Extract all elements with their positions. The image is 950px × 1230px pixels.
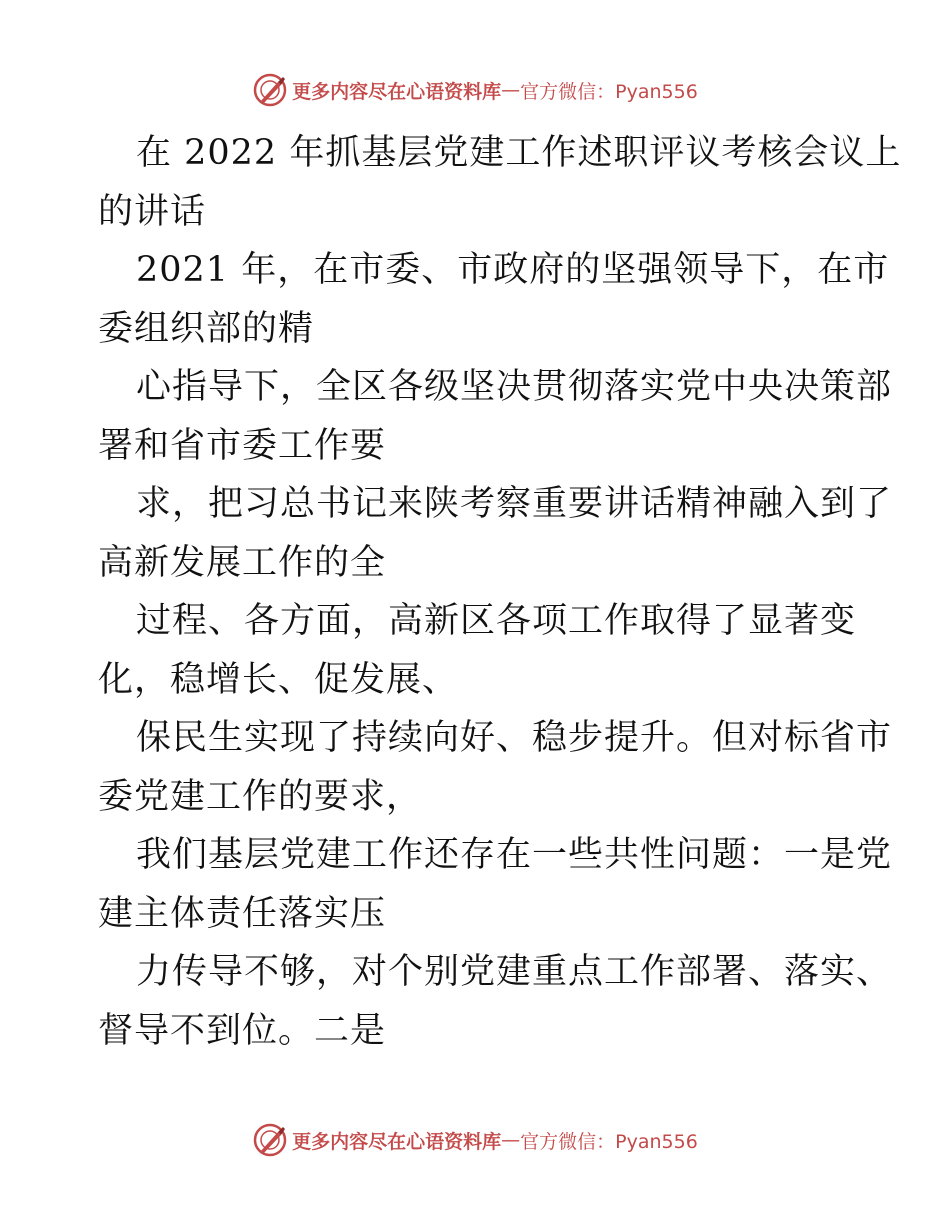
- banner-wechat-text: 官方微信：Pyan556: [520, 1130, 698, 1153]
- paragraph-line: 过程、各方面，高新区各项工作取得了显著变: [136, 601, 857, 641]
- footer-banner: [0, 1120, 950, 1160]
- banner-wechat-text: 官方微信：Pyan556: [520, 80, 698, 103]
- pen-logo-icon: [252, 72, 288, 108]
- paragraph-line: 我们基层党建工作还存在一些共性问题：一是党: [136, 835, 893, 875]
- document-title-line-1: 在 2022 年抓基层党建工作述职评议考核会议上: [136, 133, 902, 173]
- banner-separator: —: [501, 1129, 521, 1151]
- paragraph-line: 署和省市委工作要: [98, 425, 387, 466]
- paragraph-line: 委组织部的精: [98, 308, 315, 349]
- banner-brand-text: 更多内容尽在心语资料库: [292, 1130, 502, 1153]
- banner-separator: —: [501, 79, 521, 101]
- paragraph-line: 高新发展工作的全: [98, 542, 387, 583]
- paragraph-line: 心指导下，全区各级坚决贯彻落实党中央决策部: [136, 367, 893, 407]
- document-title-line-2: 的讲话: [98, 191, 207, 232]
- paragraph-line: 督导不到位。二是: [98, 1010, 387, 1051]
- paragraph-line: 2021 年，在市委、市政府的坚强领导下，在市: [136, 250, 890, 290]
- header-banner: [0, 70, 950, 110]
- paragraph-line: 建主体责任落实压: [98, 893, 387, 934]
- paragraph-line: 化，稳增长、促发展、: [98, 659, 459, 700]
- banner-brand-text: 更多内容尽在心语资料库: [292, 80, 502, 103]
- paragraph-line: 力传导不够，对个别党建重点工作部署、落实、: [136, 952, 893, 992]
- paragraph-line: 求，把习总书记来陕考察重要讲话精神融入到了: [136, 484, 893, 524]
- paragraph-line: 保民生实现了持续向好、稳步提升。但对标省市: [136, 718, 893, 758]
- pen-logo-icon: [252, 1122, 288, 1158]
- paragraph-line: 委党建工作的要求，: [98, 776, 423, 817]
- document-body: [98, 124, 902, 1060]
